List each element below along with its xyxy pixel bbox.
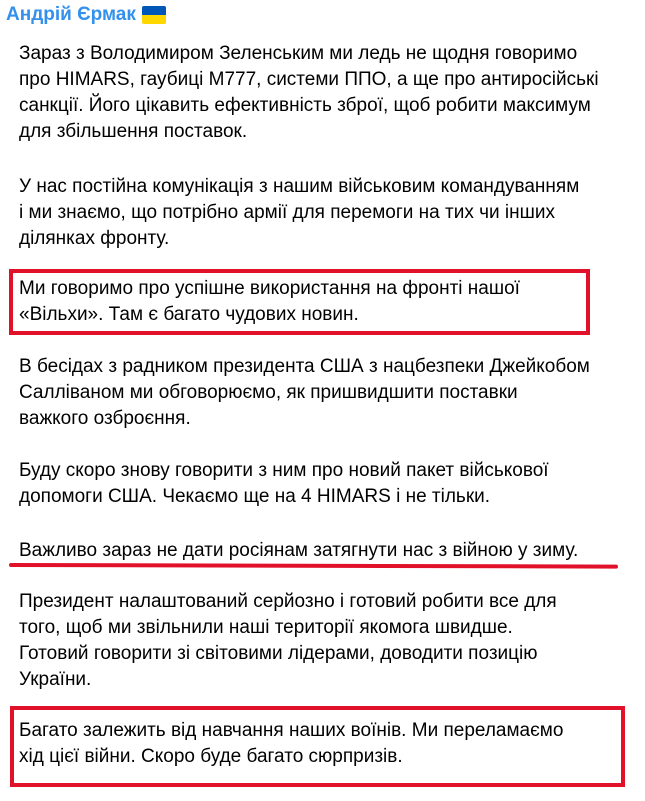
author-name[interactable]: Андрій Єрмак	[6, 4, 136, 25]
message-paragraph: Президент налаштований серйозно і готовий робити все для того, щоб ми звільнили наші території якомога швидше. Готовий говорити зі світовими лідерами, доводити позицію України.	[19, 591, 557, 690]
message-paragraph: У нас постійна комунікація з нашим військовим командуванням і ми знаємо, що потрібно армії для перемоги на тих чи інших ділянках фронту.	[19, 176, 580, 249]
highlight-box	[9, 269, 590, 335]
message-paragraph: В бесідах з радником президента США з нацбезпеки Джейкобом Салліваном ми обговорюємо, як пришвидшити поставки важкого озброєння.	[19, 356, 590, 429]
message-header	[6, 2, 166, 28]
message-paragraph-highlighted: Ми говоримо про успішне використання на фронті нашої «Вільхи». Там є багато чудових новин.	[19, 278, 520, 325]
message-paragraph: Буду скоро знову говорити з ним про новий пакет військової допомоги США. Чекаємо ще на 4 HIMARS і не тільки.	[19, 460, 549, 507]
highlight-box	[10, 706, 625, 787]
message-paragraph-highlighted: Багато залежить від навчання наших воїнів. Ми переламаємо хід цієї війни. Скоро буде багато сюрпризів.	[19, 720, 564, 767]
message-paragraph: Зараз з Володимиром Зеленським ми ледь не щодня говоримо про HIMARS, гаубиці М777, системи ППО, а ще про антиросійські санкції. Його цікавить ефективність зброї, щоб робити максимум для збільшення поставок.	[19, 43, 599, 142]
message-paragraph-underlined: Важливо зараз не дати росіянам затягнути нас з війною у зиму.	[19, 540, 579, 561]
highlight-underline	[9, 563, 618, 569]
ukraine-flag-icon	[142, 6, 166, 24]
